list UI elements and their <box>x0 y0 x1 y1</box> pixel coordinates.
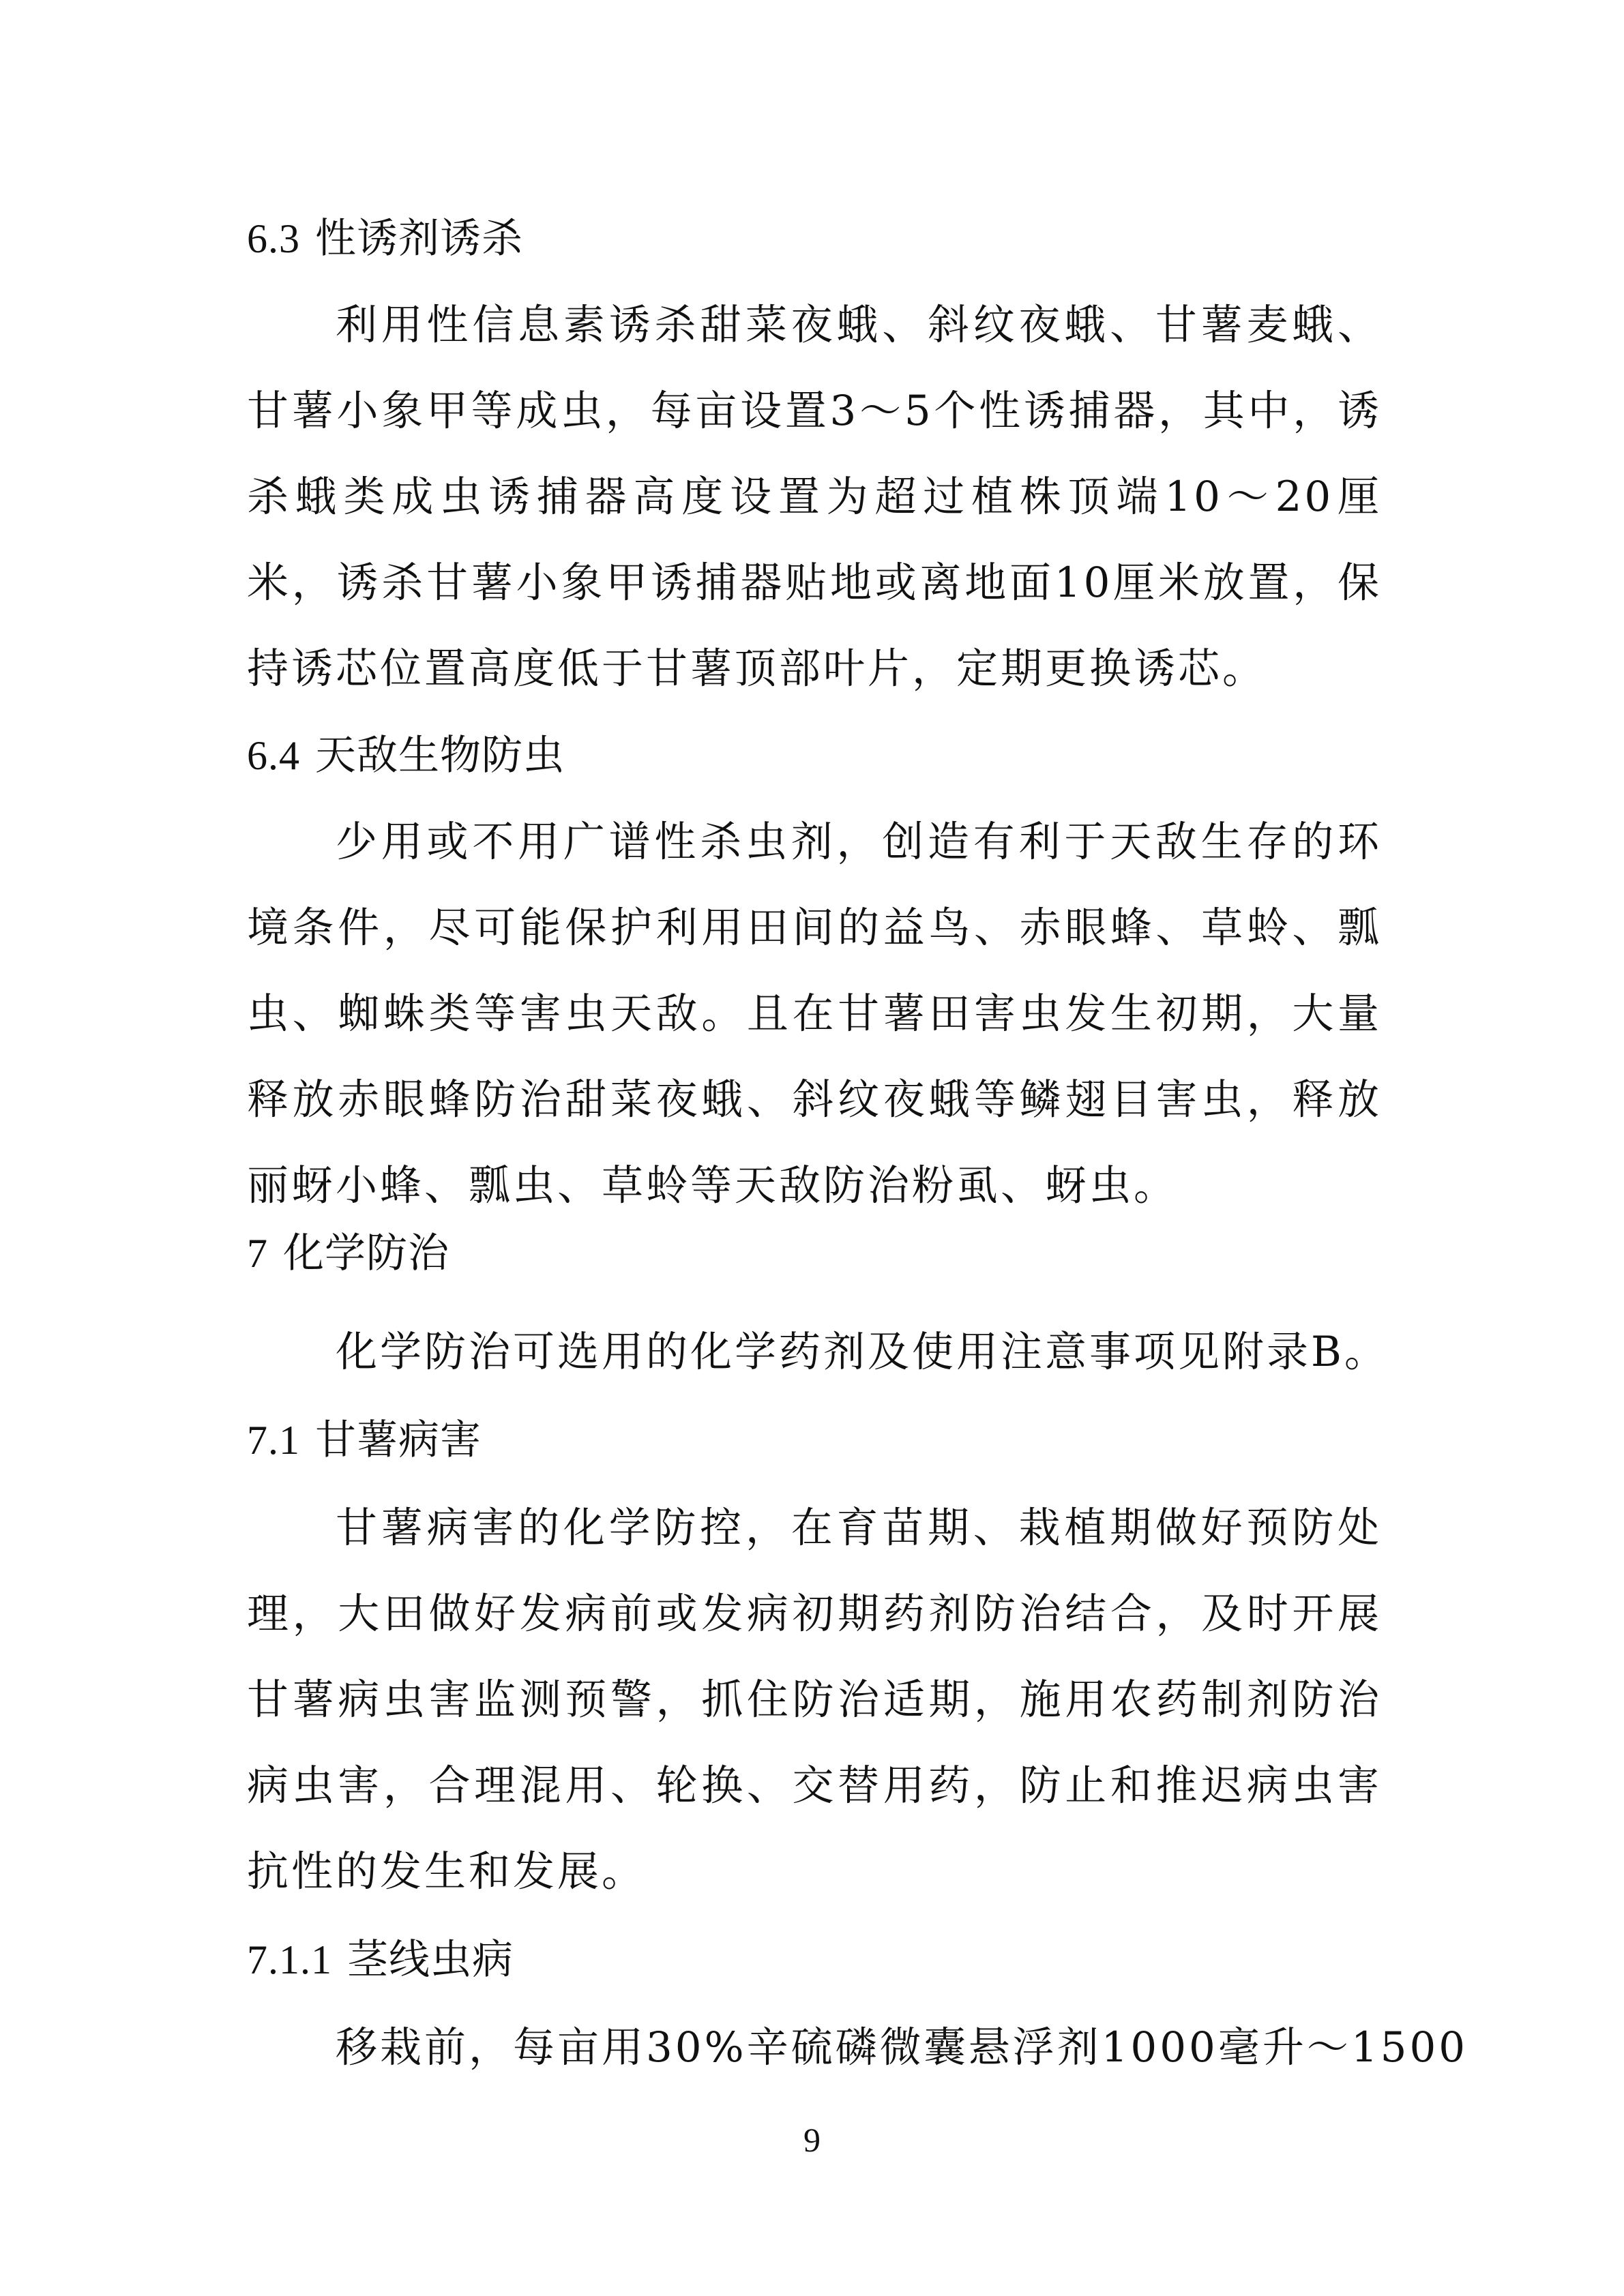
page-number: 9 <box>803 2121 821 2159</box>
section-heading-7-1 <box>247 1413 482 1467</box>
section-body-6-4: 少用或不用广谱性杀虫剂，创造有利于天敌生存的环境条件，尽可能保护利用田间的益鸟、赤眼蜂、草蛉、瓢虫、蜘蛛类等害虫天敌。且在甘薯田害虫发生初期，大量释放赤眼蜂防治甜菜夜蛾、斜纹夜蛾等鳞翅目害虫，释放丽蚜小蜂、瓢虫、草蛉等天敌防治粉虱、蚜虫。 <box>247 818 1382 1210</box>
section-title: 性诱剂诱杀 <box>315 215 523 263</box>
section-title: 茎线虫病 <box>347 1936 514 1984</box>
section-body-6-3: 利用性信息素诱杀甜菜夜蛾、斜纹夜蛾、甘薯麦蛾、甘薯小象甲等成虫，每亩设置3～5个性诱捕器，其中，诱杀蛾类成虫诱捕器高度设置为超过植株顶端10～20厘米，诱杀甘薯小象甲诱捕器贴地或离地面10厘米放置，保持诱芯位置高度低于甘薯顶部叶片，定期更换诱芯。 <box>247 301 1382 693</box>
section-body-7-1-1: 移栽前，每亩用30%辛硫磷微囊悬浮剂1000毫升～1500 <box>336 2023 1468 2072</box>
section-title: 天敌生物防虫 <box>315 732 565 779</box>
section-number: 6.3 <box>247 216 300 261</box>
section-body-7-1: 甘薯病害的化学防控，在育苗期、栽植期做好预防处理，大田做好发病前或发病初期药剂防治结合，及时开展甘薯病虫害监测预警，抓住防治适期，施用农药制剂防治病虫害，合理混用、轮换、交替用药，防止和推迟病虫害抗性的发生和发展。 <box>247 1504 1382 1896</box>
section-number: 7 <box>247 1231 268 1276</box>
section-title: 化学防治 <box>283 1229 449 1277</box>
section-number: 7.1.1 <box>247 1937 332 1982</box>
section-title: 甘薯病害 <box>315 1416 482 1464</box>
section-heading-6-4 <box>247 728 565 783</box>
section-number: 6.4 <box>247 733 300 778</box>
section-body-7: 化学防治可选用的化学药剂及使用注意事项见附录B。 <box>336 1328 1389 1376</box>
section-heading-7 <box>247 1226 449 1281</box>
section-number: 7.1 <box>247 1418 300 1463</box>
section-heading-6-3 <box>247 211 523 266</box>
section-heading-7-1-1 <box>247 1933 514 1987</box>
